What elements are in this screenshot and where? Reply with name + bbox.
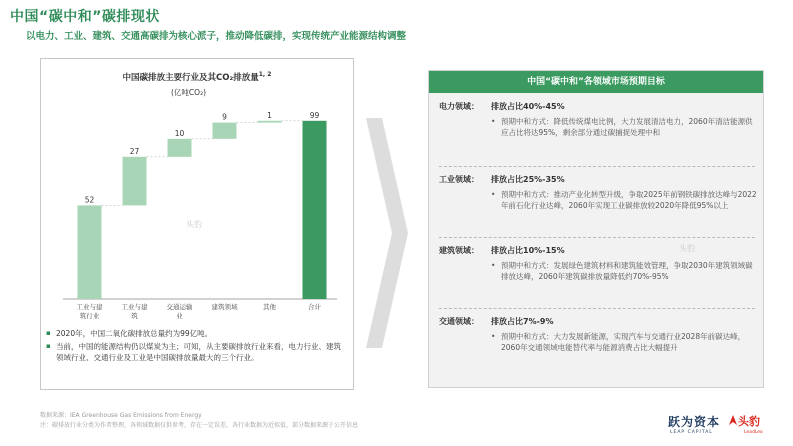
sector-detail: • 预期中和方式：发展绿色建筑材料和建筑能效管理，争取2030年建筑领域碳排放达峰，2060年建筑碳排放量降低约70%-95%	[491, 260, 759, 282]
sector-detail: • 预期中和方式：推动产业化转型升级，争取2025年前钢铁碳排放达峰与2022年前石化行业达峰，2060年实现工业碳排放较2020年降低95%以上	[491, 189, 759, 211]
data-label: 99	[309, 110, 320, 120]
data-label: 10	[174, 128, 185, 138]
divider	[439, 308, 755, 309]
bar	[258, 121, 282, 123]
sector-building	[439, 245, 759, 282]
chart-watermark: 头豹	[186, 220, 202, 229]
sector-industry	[439, 174, 759, 211]
sector-transport	[439, 316, 759, 353]
divider	[439, 166, 755, 167]
footnote: 注：碳排放行业分类为作者整理，各领域数据仅供参考，存在一定误差，各行业数据为近似值，部分数据来源于公开信息	[40, 422, 359, 429]
leap-capital-logo-sub: LEAP CAPITAL	[670, 430, 713, 435]
bar	[303, 121, 327, 299]
chart-notes	[46, 328, 346, 365]
leadleo-logo-sub: LeadLeo	[744, 430, 763, 435]
chart-unit: (亿吨CO₂)	[171, 88, 206, 97]
category-label: 其他	[263, 303, 276, 311]
bar	[78, 205, 102, 299]
page-subtitle: 以电力、工业、建筑、交通高碳排为核心派子，推动降低碳排，实现传统产业能源结构调整	[26, 31, 407, 42]
leadleo-logo-icon	[728, 414, 738, 426]
bar	[213, 123, 237, 139]
data-label: 27	[129, 146, 140, 156]
category-label: 建筑领域	[211, 303, 238, 311]
panel-watermark: 头豹	[679, 244, 695, 253]
leap-capital-logo: 跃为资本	[668, 415, 721, 429]
source-note: 数据来源：IEA Greenhouse Gas Emissions from Energy	[40, 412, 202, 419]
leadleo-logo: 头豹	[738, 415, 760, 428]
bar	[123, 157, 147, 206]
note-item: ▪ 2020年，中国二氧化碳排放总量约为99亿吨。	[46, 328, 346, 339]
data-label: 52	[84, 195, 95, 205]
sector-detail: • 预期中和方式：大力发展新能源，实现汽车与交通行业2028年前碳达峰，2060年交通领域电能替代率与能源消费占比大幅提升	[491, 331, 759, 353]
category-label: 工业与建	[121, 303, 148, 311]
sector-target: 排放占比7%-9%	[491, 317, 554, 326]
sector-detail: • 预期中和方式：降低传统煤电比例，大力发展清洁电力，2060年清洁能源供应占比将达95%，剩余部分通过碳捕捉处理中和	[491, 116, 759, 138]
sector-name: 建筑领域：	[439, 246, 479, 255]
chart-title: 中国碳排放主要行业及其CO₂排放量$^{1, 2}$	[122, 71, 272, 83]
sector-target: 排放占比10%-15%	[491, 246, 565, 255]
category-label: 筑	[131, 312, 138, 320]
sector-target: 排放占比40%-45%	[491, 102, 565, 111]
divider	[439, 237, 755, 238]
category-label: 交通运输	[166, 303, 193, 311]
category-label: 业	[176, 312, 183, 320]
category-label: 工业与建	[76, 303, 103, 311]
sector-target: 排放占比25%-35%	[491, 175, 565, 184]
chevron-arrow-icon	[360, 118, 410, 348]
page-title: 中国“碳中和”碳排现状	[10, 9, 160, 25]
targets-header: 中国“碳中和”各领域市场预期目标	[429, 71, 763, 93]
category-label: 筑行业	[79, 312, 100, 320]
bar	[168, 139, 192, 157]
sector-name: 电力领域：	[439, 102, 479, 111]
data-label: 9	[222, 112, 227, 122]
data-label: 1	[267, 110, 272, 120]
note-item: ▪ 当前，中国的能源结构仍以煤炭为主；可知，从主要碳排放行业来看，电力行业、建筑领域行业、交通行业及工业是中国碳排放量最大的三个行业。	[46, 341, 346, 363]
targets-panel	[428, 70, 764, 388]
sector-name: 交通领域：	[439, 317, 479, 326]
sector-name: 工业领域：	[439, 175, 479, 184]
sector-power	[439, 101, 759, 138]
category-label: 合计	[308, 303, 321, 311]
waterfall-chart	[41, 59, 355, 329]
